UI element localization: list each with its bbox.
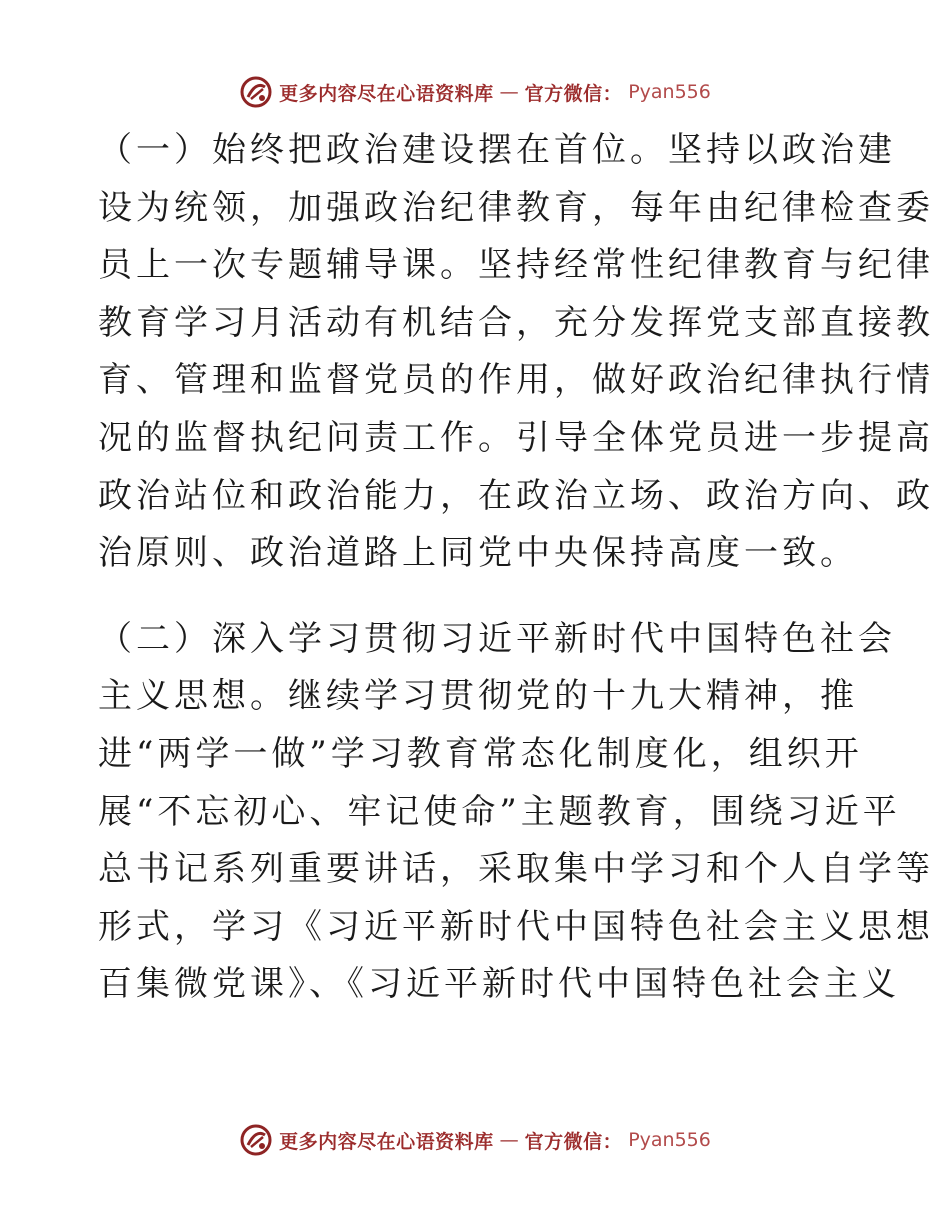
text-line: 展“不忘初心、牢记使命”主题教育，围绕习近平 bbox=[98, 791, 901, 832]
document-body bbox=[98, 122, 934, 1014]
watermark-separator: — bbox=[499, 1129, 519, 1151]
text-line: 总书记系列重要讲话，采取集中学习和个人自学等 bbox=[98, 849, 934, 890]
watermark-contact-id: Pyan556 bbox=[628, 81, 711, 103]
text-line: 治原则、政治道路上同党中央保持高度一致。 bbox=[98, 533, 858, 574]
text-line: 形式，学习《习近平新时代中国特色社会主义思想 bbox=[98, 906, 934, 947]
watermark-text: 更多内容尽在心语资料库 bbox=[279, 1130, 494, 1153]
text-line: 况的监督执纪问责工作。引导全体党员进一步提高 bbox=[98, 417, 934, 458]
text-line: （二）深入学习贯彻习近平新时代中国特色社会 bbox=[98, 618, 896, 659]
watermark-contact-label: 官方微信： bbox=[524, 82, 623, 105]
paragraph-spacer bbox=[98, 583, 858, 611]
watermark-contact-label: 官方微信： bbox=[524, 1130, 623, 1153]
text-line: 百集微党课》、《习近平新时代中国特色社会主义 bbox=[98, 964, 900, 1005]
text-line: 教育学习月活动有机结合，充分发挥党支部直接教 bbox=[98, 302, 934, 343]
logo-icon bbox=[239, 75, 273, 109]
paragraph-1 bbox=[98, 122, 934, 583]
paragraph-2 bbox=[98, 611, 934, 1014]
watermark-separator: — bbox=[499, 81, 519, 103]
watermark-text: 更多内容尽在心语资料库 bbox=[279, 82, 494, 105]
footer-watermark bbox=[0, 1120, 950, 1160]
text-line: 主义思想。继续学习贯彻党的十九大精神，推 bbox=[98, 676, 858, 717]
text-line: 设为统领，加强政治纪律教育，每年由纪律检查委 bbox=[98, 187, 934, 228]
text-line: （一）始终把政治建设摆在首位。坚持以政治建 bbox=[98, 130, 896, 170]
text-line: 政治站位和政治能力，在政治立场、政治方向、政 bbox=[98, 475, 934, 516]
logo-icon bbox=[239, 1123, 273, 1157]
text-line: 员上一次专题辅导课。坚持经常性纪律教育与纪律 bbox=[98, 245, 934, 286]
watermark-contact-id: Pyan556 bbox=[628, 1129, 711, 1151]
text-line: 进“两学一做”学习教育常态化制度化，组织开 bbox=[98, 733, 863, 774]
text-line: 育、管理和监督党员的作用，做好政治纪律执行情 bbox=[98, 360, 934, 401]
header-watermark bbox=[0, 72, 950, 112]
